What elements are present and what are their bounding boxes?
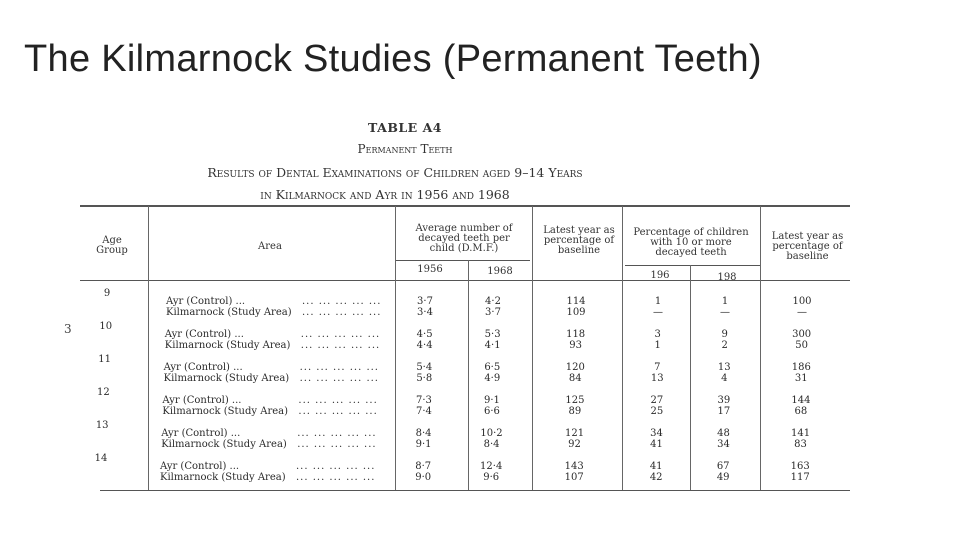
latest-pct-2-value: —	[797, 307, 807, 318]
pct-children-196-value: 41	[649, 461, 663, 472]
latest-pct	[553, 395, 597, 417]
pct-children-196-value: 7	[654, 362, 661, 373]
area-control: Ayr (Control) ...	[161, 428, 241, 439]
pct-children-196	[635, 362, 679, 384]
pct-children-198	[703, 296, 747, 318]
value-1968-value: 4·2	[485, 296, 501, 307]
pct-children-198-value: 13	[717, 362, 731, 373]
value-1956	[402, 395, 446, 417]
leader-dots: ... ... ... ... ...	[300, 329, 381, 340]
header-198: 198	[717, 272, 737, 283]
value-1956-value: 3·4	[417, 307, 433, 318]
pct-children-198-value: 49	[716, 472, 730, 483]
leader-dots: ... ... ... ... ...	[300, 340, 381, 351]
latest-pct-value: 92	[568, 439, 581, 450]
latest-pct-2-value: 144	[791, 395, 811, 406]
value-1956-value: 7·4	[415, 406, 432, 417]
leader-dots: ... ... ... ... ...	[298, 406, 378, 417]
value-1956	[402, 428, 446, 450]
pct-children-196-value: 41	[650, 439, 663, 450]
value-1956-value: 9·1	[415, 439, 432, 450]
pct-children-196	[636, 296, 680, 318]
area-names	[160, 461, 286, 483]
area-names	[162, 395, 288, 417]
latest-pct-2	[779, 428, 823, 450]
header-age-group: Age Group	[96, 235, 128, 256]
value-1968-value: 3·7	[485, 307, 501, 318]
pct-children-196	[636, 329, 680, 351]
pct-children-198	[701, 461, 745, 483]
value-1968-value: 9·6	[483, 472, 500, 483]
slide-title: The Kilmarnock Studies (Permanent Teeth)	[24, 38, 762, 80]
pct-children-198	[702, 362, 746, 384]
latest-pct-value: 120	[565, 362, 585, 373]
pct-children-196-value: 27	[650, 395, 664, 406]
value-1968	[469, 461, 513, 483]
margin-mark: 3	[64, 322, 72, 336]
leader-dots: ... ... ... ... ...	[299, 373, 379, 384]
header-pct-children: Percentage of children with 10 or more decayed teeth	[633, 227, 749, 258]
column-divider	[468, 260, 469, 490]
latest-pct-2-value: 141	[791, 428, 811, 439]
table-caption-line3: Results of Dental Examinations of Children aged 9–14 Years	[207, 165, 583, 180]
pct-children-198-value: —	[720, 307, 730, 318]
latest-pct-value: 143	[564, 461, 584, 472]
latest-pct-2-value: 68	[794, 406, 808, 417]
latest-pct-2-value: 163	[790, 461, 810, 472]
value-1968	[471, 296, 515, 318]
pct-children-198	[703, 329, 747, 351]
value-1956-value: 8·7	[415, 461, 432, 472]
value-1968	[470, 395, 514, 417]
header-avg-decayed: Average number of decayed teeth per child (D.M.F.)	[415, 223, 513, 254]
value-1968	[470, 362, 514, 384]
value-1968-value: 5·3	[484, 329, 501, 340]
leader-dots: ... ... ... ... ...	[299, 362, 379, 373]
pct-children-196	[635, 395, 679, 417]
header-1968: 1968	[487, 266, 513, 277]
latest-pct	[554, 329, 598, 351]
pct-children-198-value: 17	[717, 406, 731, 417]
pct-children-196-value: 1	[654, 296, 662, 307]
area-control: Ayr (Control) ...	[164, 329, 244, 340]
area-study: Kilmarnock (Study Area)	[161, 439, 287, 450]
latest-pct-2-value: 186	[791, 362, 811, 373]
age-group: 12	[97, 387, 110, 398]
latest-pct-value: 125	[565, 395, 585, 406]
latest-pct-value: 114	[566, 296, 586, 307]
latest-pct-2-value: 83	[794, 439, 807, 450]
value-1956-value: 9·0	[415, 472, 432, 483]
table-subtitle: Permanent Teeth	[357, 142, 453, 156]
pct-children-196-value: —	[653, 307, 663, 318]
age-group: 9	[103, 288, 111, 299]
pct-children-198-value: 34	[717, 439, 730, 450]
latest-pct-value: 84	[568, 373, 582, 384]
latest-pct-value: 107	[564, 472, 584, 483]
latest-pct-value: 93	[569, 340, 582, 351]
area-control: Ayr (Control) ...	[162, 395, 242, 406]
latest-pct-2-value: 31	[794, 373, 808, 384]
value-1968-value: 9·1	[483, 395, 500, 406]
area-names	[166, 296, 292, 318]
latest-pct-value: 121	[565, 428, 585, 439]
pct-children-196-value: 34	[650, 428, 663, 439]
pct-children-198	[702, 428, 746, 450]
value-1956	[403, 296, 447, 318]
column-divider	[760, 206, 761, 490]
area-names	[161, 428, 287, 450]
value-1956-value: 8·4	[415, 428, 432, 439]
age-group: 13	[95, 420, 109, 431]
latest-pct-2-value: 117	[790, 472, 810, 483]
latest-pct	[553, 362, 597, 384]
value-1968-value: 10·2	[480, 428, 503, 439]
area-study: Kilmarnock (Study Area)	[162, 406, 289, 417]
pct-children-196	[635, 428, 679, 450]
value-1956-value: 5·8	[416, 373, 433, 384]
area-study: Kilmarnock (Study Area)	[160, 472, 286, 483]
pct-children-196-value: 13	[650, 373, 664, 384]
leader-dots	[301, 329, 380, 351]
latest-pct-value: 89	[568, 406, 582, 417]
value-1968-value: 4·1	[484, 340, 501, 351]
age-group: 10	[99, 321, 113, 332]
value-1968-value: 6·6	[483, 406, 500, 417]
leader-dots	[296, 461, 375, 483]
pct-children-198-value: 9	[721, 329, 728, 340]
column-divider	[690, 265, 691, 490]
pct-children-196	[634, 461, 678, 483]
latest-pct-2	[779, 395, 823, 417]
leader-dots	[302, 296, 381, 318]
value-1968	[470, 428, 514, 450]
top-rule	[80, 205, 850, 207]
pct-children-196-value: 3	[654, 329, 661, 340]
leader-dots: ... ... ... ... ...	[298, 395, 378, 406]
area-study: Kilmarnock (Study Area)	[166, 307, 292, 318]
pct-children-198-value: 39	[717, 395, 731, 406]
area-names	[164, 362, 290, 384]
value-1968-value: 6·5	[484, 362, 501, 373]
pct-children-198-value: 2	[721, 340, 728, 351]
header-latest-pct-2: Latest year as percentage of baseline	[771, 231, 844, 262]
value-1968	[471, 329, 515, 351]
header-1956: 1956	[417, 264, 443, 275]
value-1956-value: 4·4	[416, 340, 433, 351]
value-1968-value: 4·9	[484, 373, 501, 384]
age-group: 11	[98, 354, 111, 365]
latest-pct-2-value: 300	[792, 329, 812, 340]
column-divider	[395, 206, 396, 490]
leader-dots: ... ... ... ... ...	[302, 307, 382, 318]
table-caption: TABLE A4	[368, 120, 442, 135]
area-control: Ayr (Control) ...	[166, 296, 246, 307]
pct-children-198-value: 67	[716, 461, 730, 472]
leader-dots: ... ... ... ... ...	[296, 461, 376, 472]
header-latest-pct: Latest year as percentage of baseline	[543, 225, 615, 256]
leader-dots	[298, 395, 377, 417]
scanned-table	[70, 110, 860, 510]
value-1956	[401, 461, 445, 483]
pct-children-196-value: 25	[650, 406, 664, 417]
year-rule	[395, 260, 530, 261]
value-1956-value: 3·7	[417, 296, 433, 307]
area-control: Ayr (Control) ...	[160, 461, 240, 472]
value-1956	[403, 329, 447, 351]
age-group: 14	[94, 453, 108, 464]
leader-dots	[300, 362, 379, 384]
value-1968-value: 8·4	[483, 439, 500, 450]
column-divider	[622, 206, 623, 490]
area-names	[165, 329, 291, 351]
latest-pct-2-value: 100	[792, 296, 812, 307]
latest-pct-2-value: 50	[795, 340, 808, 351]
latest-pct	[554, 296, 598, 318]
leader-dots: ... ... ... ... ...	[297, 428, 377, 439]
pct-children-198-value: 4	[721, 373, 728, 384]
pct-children-198-value: 1	[721, 296, 729, 307]
header-area: Area	[258, 241, 282, 252]
latest-pct-value: 118	[566, 329, 586, 340]
value-1956-value: 7·3	[415, 395, 432, 406]
latest-pct-2	[778, 461, 822, 483]
area-study: Kilmarnock (Study Area)	[164, 340, 291, 351]
table-caption-line4: in Kilmarnock and Ayr in 1956 and 1968	[260, 187, 510, 202]
header-196: 196	[650, 270, 670, 281]
area-control: Ayr (Control) ...	[163, 362, 243, 373]
year-rule-2	[625, 265, 760, 266]
column-divider	[148, 206, 149, 490]
value-1956	[402, 362, 446, 384]
column-divider	[532, 206, 533, 490]
pct-children-198	[702, 395, 746, 417]
pct-children-196-value: 42	[649, 472, 663, 483]
leader-dots	[297, 428, 376, 450]
leader-dots: ... ... ... ... ...	[297, 439, 377, 450]
latest-pct-2	[780, 329, 824, 351]
latest-pct-2	[780, 296, 824, 318]
pct-children-196-value: 1	[654, 340, 661, 351]
latest-pct-2	[779, 362, 823, 384]
pct-children-198-value: 48	[717, 428, 730, 439]
latest-pct	[553, 428, 597, 450]
leader-dots: ... ... ... ... ...	[302, 296, 382, 307]
bottom-rule	[100, 490, 850, 491]
leader-dots: ... ... ... ... ...	[296, 472, 376, 483]
latest-pct-value: 109	[566, 307, 586, 318]
latest-pct	[552, 461, 596, 483]
value-1956-value: 5·4	[416, 362, 433, 373]
value-1968-value: 12·4	[480, 461, 503, 472]
area-study: Kilmarnock (Study Area)	[163, 373, 290, 384]
value-1956-value: 4·5	[416, 329, 433, 340]
